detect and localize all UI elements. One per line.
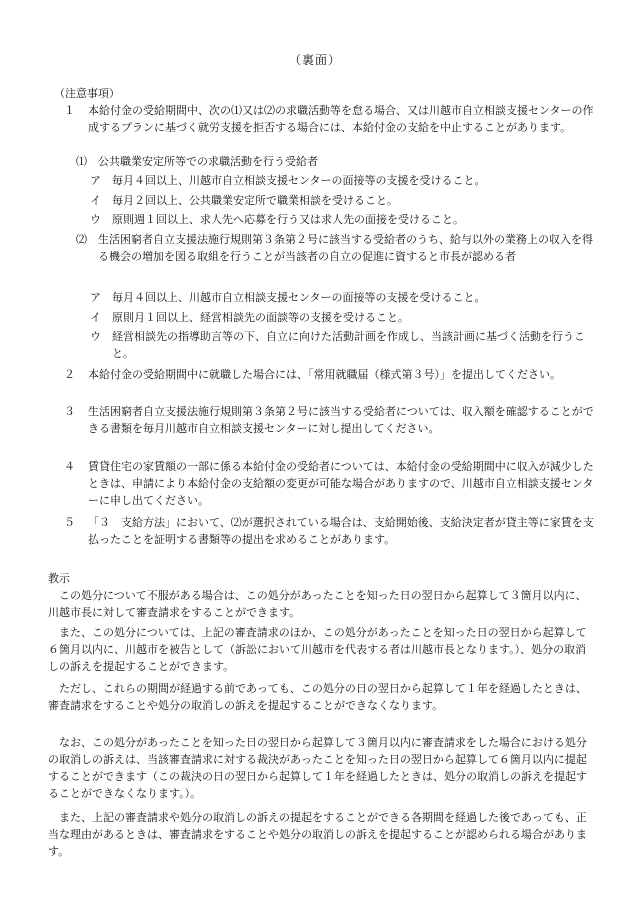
instruction-paragraph: なお、この処分があったことを知った日の翌日から起算して３箇月以内に審査請求をした場合における処分の取消しの訴えは、当該審査請求に対する裁決があったことを知った日の翌日から起算して６箇月以内に提起することができます（この裁決の日の翌日から起算して１年を経過したときは、処分の取消しの訴えを提起することができなくなります。）。 [48,736,587,800]
instruction-paragraph: ただし、これらの期間が経過する前であっても、この処分の日の翌日から起算して１年を経過したときは、審査請求をすることや処分の取消しの訴えを提起することができなくなります。 [48,682,587,712]
note-kana-item [90,328,592,362]
note-subitem-number: ⑵ [76,233,87,246]
note-subitem-text: 公共職業安定所等での求職活動を行う受給者 [98,155,318,168]
note-kana-item [90,211,592,228]
instruction-paragraph: また、この処分については、上記の審査請求のほか、この処分があったことを知った日の翌日から起算して６箇月以内に、川越市を被告として（訴訟において川越市を代表する者は川越市長となります。）、処分の取消しの訴えを提起することができます。 [48,626,587,673]
note-subitem-text: 生活困窮者自立支援法施行規則第３条第２号に該当する受給者のうち、給与以外の業務上の収入を得る機会の増加を図る取組を行うことが当該者の自立の促進に資すると市長が認める者 [98,233,593,263]
note-item-text: 生活困窮者自立支援法施行規則第３条第２号に該当する受給者については、収入額を確認することができる書類を毎月川越市自立相談支援センターに対し提出してください。 [88,405,594,435]
note-subitem-2 [76,231,594,265]
note-item-text: 本給付金の受給期間中、次の⑴又は⑵の求職活動等を怠る場合、又は川越市自立相談支援センターの作成するプランに基づく就労支援を拒否する場合には、本給付金の支給を中止することがあります。 [88,104,594,134]
note-item-number: ２ [64,368,75,381]
note-item-number: ５ [64,516,75,529]
note-kana-number: ウ [90,213,101,226]
note-kana-item [90,192,592,209]
note-subitem-1 [76,153,594,170]
note-item-text: 本給付金の受給期間中に就職した場合には、「常用就職届（様式第３号）」を提出してください。 [88,368,561,381]
note-item-text: 「３ 支給方法」において、⑵が選択されている場合は、支給開始後、支給決定者が貸主等に家賃を支払ったことを証明する書類等の提出を求めることがあります。 [88,516,594,546]
note-kana-text: 原則月１回以上、経営相談先の面談等の支援を受けること。 [112,311,409,324]
note-kana-number: ア [90,291,101,304]
note-item-text: 賃貸住宅の家賃額の一部に係る本給付金の受給者については、本給付金の受給期間中に収入が減少したときは、申請により本給付金の支給額の変更が可能な場合がありますので、川越市自立相談支援センターに申し出てください。 [88,460,594,507]
instruction-heading: 教示 [48,572,70,585]
page-title: （裏面） [288,53,341,67]
note-kana-item [90,309,592,326]
note-item-3 [64,403,594,437]
note-kana-number: イ [90,194,101,207]
note-kana-text: 毎月２回以上、公共職業安定所で職業相談を受けること。 [112,194,398,207]
note-kana-text: 毎月４回以上、川越市自立相談支援センターの面接等の支援を受けること。 [112,174,486,187]
note-item-5 [64,514,594,548]
note-item-number: ４ [64,460,75,473]
instruction-paragraph: この処分について不服がある場合は、この処分があったことを知った日の翌日から起算して３箇月以内に、川越市長に対して審査請求をすることができます。 [48,589,587,619]
note-kana-text: 経営相談先の指導助言等の下、自立に向けた活動計画を作成し、当該計画に基づく活動を行うこと。 [112,330,585,360]
note-kana-number: ア [90,174,101,187]
note-kana-text: 原則週１回以上、求人先へ応募を行う又は求人先の面接を受けること。 [112,213,464,226]
note-kana-item [90,172,592,189]
instruction-paragraph: また、上記の審査請求や処分の取消しの訴えの提起をすることができる各期間を経過した後であっても、正当な理由があるときは、審査請求をすることや処分の取消しの訴えを提起することが認められる場合があります。 [48,811,587,858]
note-item-4 [64,458,594,509]
note-item-1 [64,102,594,136]
note-item-number: １ [64,104,75,117]
note-kana-item [90,289,592,306]
notes-heading: （注意事項） [54,87,120,100]
note-item-number: ３ [64,405,75,418]
note-kana-number: イ [90,311,101,324]
note-item-2 [64,366,594,383]
note-kana-number: ウ [90,330,101,343]
note-kana-text: 毎月４回以上、川越市自立相談支援センターの面接等の支援を受けること。 [112,291,486,304]
note-subitem-number: ⑴ [76,155,87,168]
